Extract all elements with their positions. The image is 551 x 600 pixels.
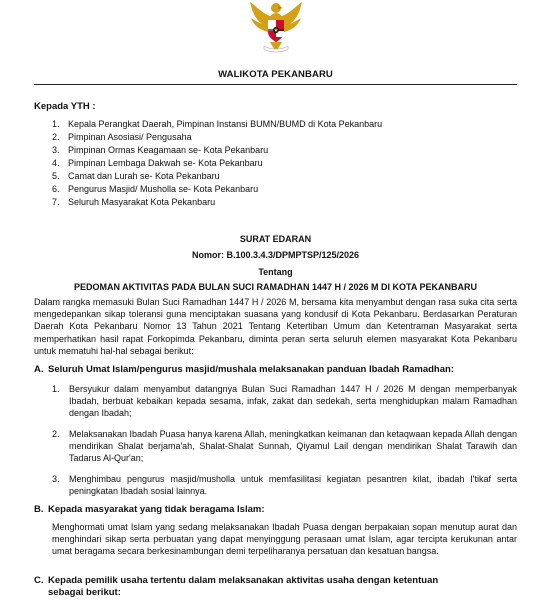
section-b-heading: B. Kepada masyarakat yang tidak beragama Islam: xyxy=(34,504,265,515)
section-c-heading: C. Kepada pemilik usaha tertentu dalam melaksanakan aktivitas usaha dengan ketentuan sebagai berikut: xyxy=(34,575,439,598)
section-a-heading: A. Seluruh Umat Islam/pengurus masjid/mushala melaksanakan panduan Ibadah Ramadhan: xyxy=(34,364,454,375)
list-item: 3. Pimpinan Ormas Keagamaan se- Kota Pekanbaru xyxy=(52,145,269,155)
recipient-list xyxy=(52,118,382,209)
section-b-paragraph: Menghormati umat Islam yang sedang melaksanakan Ibadah Puasa dengan berpakaian sopan menutup aurat dan menghindari sikap serta perbuatan yang dapat menyinggung perasaan umat Islam, agar tercipta kerukunan antar umat beragama secara berkesinambungan demi terpeliharanya persatuan dan kesatuan bangsa. xyxy=(52,522,517,557)
office-title: WALIKOTA PEKANBARU xyxy=(218,69,333,80)
list-item: 4. Pimpinan Lembaga Dakwah se- Kota Pekanbaru xyxy=(52,158,263,168)
letter-type: SURAT EDARAN xyxy=(239,234,312,244)
letter-number: Nomor: B.100.3.4.3/DPMPTSP/125/2026 xyxy=(191,250,360,260)
list-item: 2. Pimpinan Asosiasi/ Pengusaha xyxy=(52,132,192,142)
list-item: 3. Menghimbau pengurus masjid/musholla untuk memfasilitasi kegiatan pesantren kilat, ibadah I'tikaf serta peningkatan Ibadah sosial lainnya. xyxy=(52,474,517,497)
list-item: 2. Melaksanakan Ibadah Puasa hanya karena Allah, meningkatkan keimanan dan ketaqwaan kepada Allah dengan mendirikan Shalat berjama'ah, Shalat-Shalat Sunnah, Qiyamul Lail dengan mendirikan Shalat Tarawih dan Tadarus Al-Qur'an; xyxy=(52,429,517,464)
letter-subject: PEDOMAN AKTIVITAS PADA BULAN SUCI RAMADHAN 1447 H / 2026 M DI KOTA PEKANBARU xyxy=(73,282,478,292)
about-label: Tentang xyxy=(258,267,293,277)
addressee-label: Kepada YTH : xyxy=(34,101,96,112)
list-item: 1. Kepala Perangkat Daerah, Pimpinan Instansi BUMN/BUMD di Kota Pekanbaru xyxy=(52,119,383,129)
list-item: 1. Bersyukur dalam menyambut datangnya Bulan Suci Ramadhan 1447 H / 2026 M dengan memperbanyak Ibadah, berbuat kebaikan kepada sesama, infak, zakat dan sedekah, serta menghidupkan malam Ramadhan dengan Ibadah; xyxy=(52,384,517,419)
list-item: 5. Camat dan Lurah se- Kota Pekanbaru xyxy=(52,171,220,181)
intro-paragraph: Dalam rangka memasuki Bulan Suci Ramadhan 1447 H / 2026 M, bersama kita menyambut dengan rasa suka cita serta mengedepankan sikap toleransi guna menciptakan suasana yang kondusif di Kota Pekanbaru. Berdasarkan Peraturan Daerah Kota Pekanbaru Nomor 13 Tahun 2021 Tentang Ketertiban Umum dan Ketentraman Masyarakat serta memperhatikan hasil rapat Forkopimda Pekanbaru, diminta peran serta seluruh elemen masyarakat Kota Pekanbaru untuk mematuhi hal-hal sebagai berikut: xyxy=(34,297,517,356)
list-item: 7. Seluruh Masyarakat Kota Pekanbaru xyxy=(52,197,216,207)
garuda-emblem-icon xyxy=(248,0,304,60)
list-item: 6. Pengurus Masjid/ Musholla se- Kota Pekanbaru xyxy=(52,184,259,194)
header-divider xyxy=(34,84,517,85)
